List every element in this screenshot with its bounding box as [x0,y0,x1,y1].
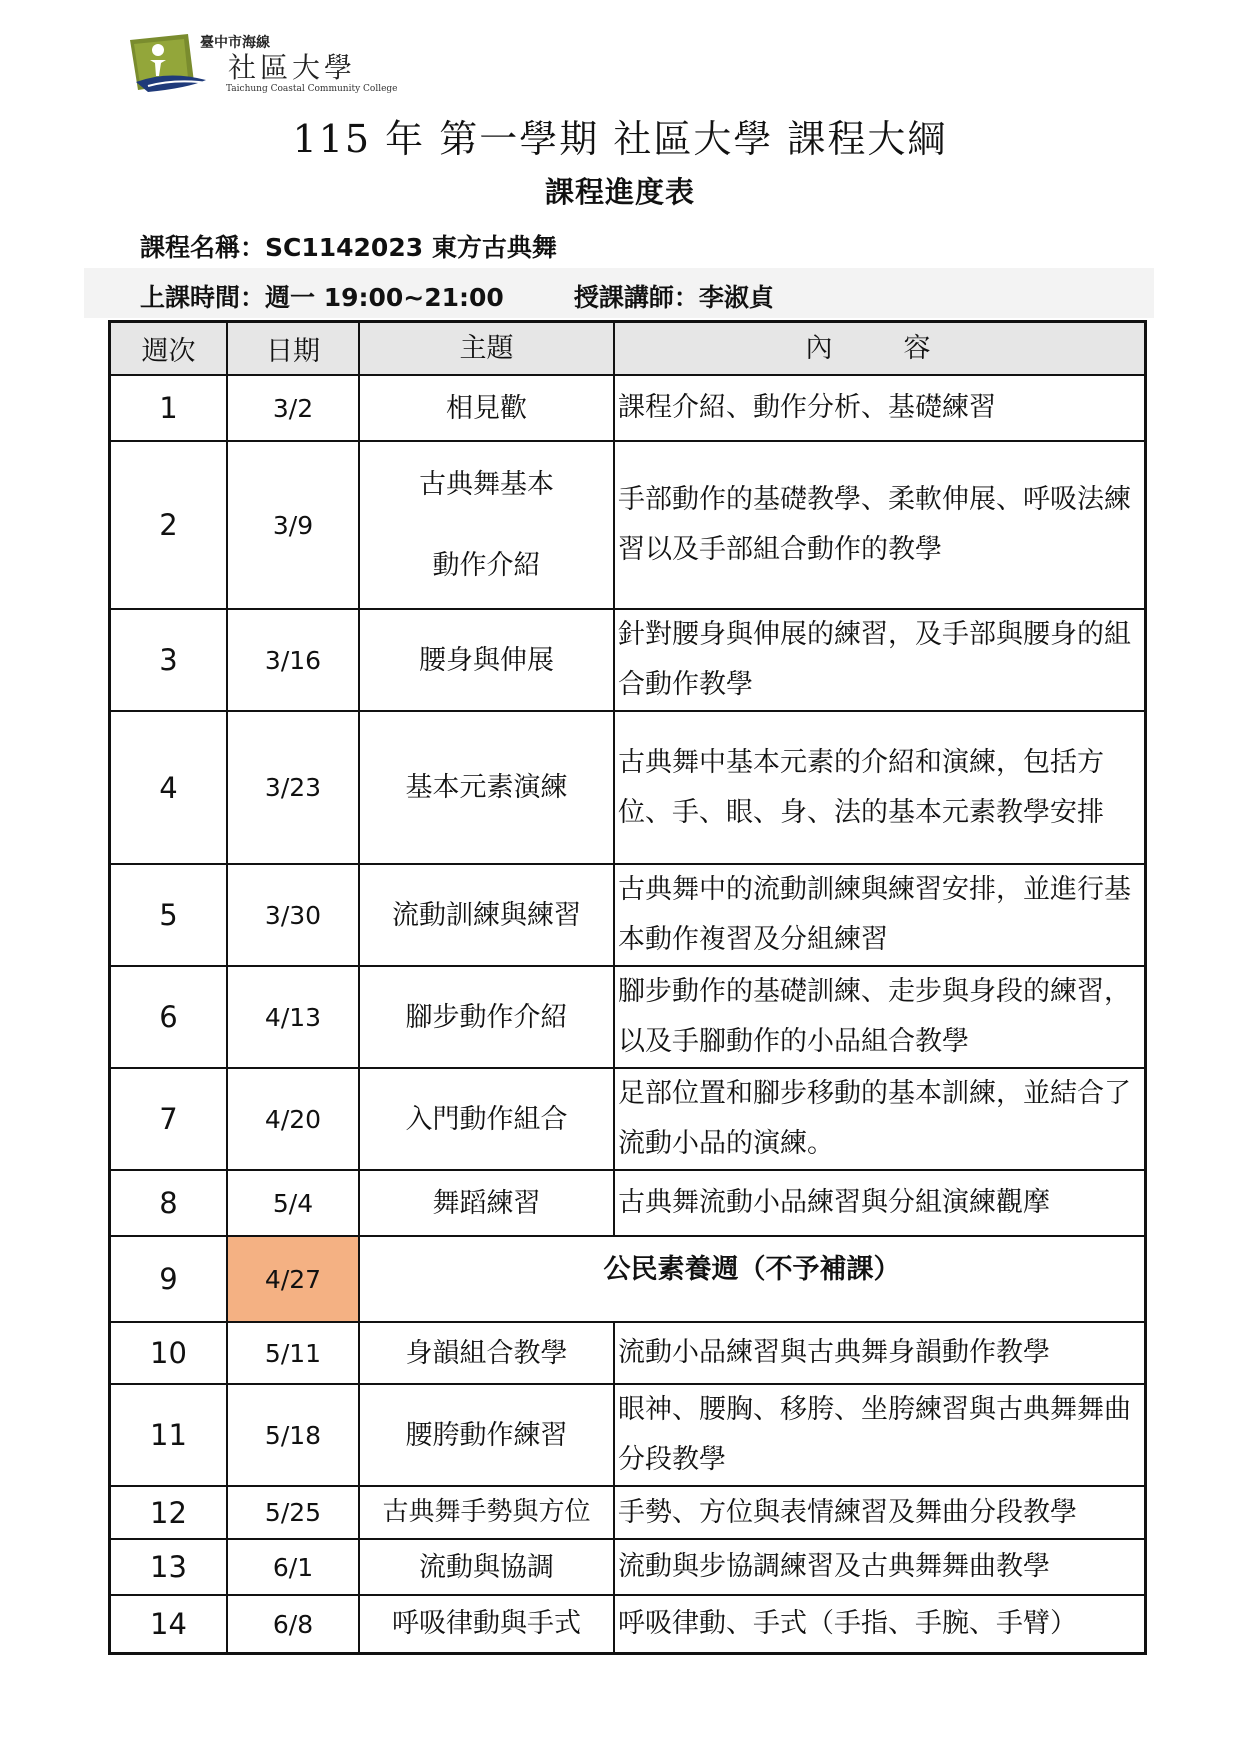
header-week: 週次 [110,322,228,376]
page-subtitle: 課程進度表 [544,175,695,209]
logo-line1: 臺中市海線 [200,35,270,51]
topic-cell: 身韻組合教學 [359,1322,614,1384]
table-row [110,1322,1146,1384]
topic-cell: 古典舞基本 動作介紹 [359,441,614,609]
content-cell: 流動與步協調練習及古典舞舞曲教學 [614,1539,1146,1595]
date-cell: 4/20 [227,1068,359,1170]
week-cell: 13 [110,1539,228,1595]
week-cell: 1 [110,375,228,441]
date-cell: 5/11 [227,1322,359,1384]
class-info-line [140,278,774,314]
week-cell: 8 [110,1170,228,1236]
college-logo [128,30,398,100]
topic-cell: 入門動作組合 [359,1068,614,1170]
topic-cell: 基本元素演練 [359,711,614,864]
week-cell: 10 [110,1322,228,1384]
content-cell: 課程介紹、動作分析、基礎練習 [614,375,1146,441]
table-row [110,1384,1146,1486]
page-title: 115 年 第一學期 社區大學 課程大綱 [292,117,948,161]
schedule-table [108,320,1147,1655]
week-cell: 7 [110,1068,228,1170]
date-cell: 3/23 [227,711,359,864]
topic-cell: 舞蹈練習 [359,1170,614,1236]
content-cell: 足部位置和腳步移動的基本訓練，並結合了流動小品的演練。 [614,1068,1146,1170]
table-row [110,966,1146,1068]
date-cell: 5/18 [227,1384,359,1486]
week-cell: 14 [110,1595,228,1653]
date-cell: 3/9 [227,441,359,609]
week-cell: 5 [110,864,228,966]
header-content: 內 容 [614,322,1146,376]
week-cell: 2 [110,441,228,609]
table-row [110,441,1146,609]
topic-cell: 流動訓練與練習 [359,864,614,966]
week-cell: 9 [110,1236,228,1322]
class-time: 上課時間：週一 19:00~21:00 [140,283,504,312]
table-row [110,1539,1146,1595]
date-cell: 6/1 [227,1539,359,1595]
table-row [110,711,1146,864]
holiday-notice: 公民素養週（不予補課） [359,1236,1146,1322]
instructor: 授課講師：李淑貞 [573,283,774,312]
content-cell: 眼神、腰胸、移胯、坐胯練習與古典舞舞曲分段教學 [614,1384,1146,1486]
header-topic: 主題 [359,322,614,376]
week-cell: 12 [110,1486,228,1539]
topic-cell: 相見歡 [359,375,614,441]
table-header-row [110,322,1146,376]
table-row [110,1068,1146,1170]
topic-cell: 腰身與伸展 [359,609,614,711]
date-cell: 5/4 [227,1170,359,1236]
date-cell: 5/25 [227,1486,359,1539]
logo-english: Taichung Coastal Community College [226,84,398,94]
topic-cell: 腳步動作介紹 [359,966,614,1068]
week-cell: 4 [110,711,228,864]
content-cell: 手部動作的基礎教學、柔軟伸展、呼吸法練習以及手部組合動作的教學 [614,441,1146,609]
date-cell: 6/8 [227,1595,359,1653]
date-cell: 3/2 [227,375,359,441]
content-cell: 腳步動作的基礎訓練、走步與身段的練習，以及手腳動作的小品組合教學 [614,966,1146,1068]
table-row-holiday [110,1236,1146,1322]
date-cell: 3/30 [227,864,359,966]
content-cell: 手勢、方位與表情練習及舞曲分段教學 [614,1486,1146,1539]
content-cell: 古典舞流動小品練習與分組演練觀摩 [614,1170,1146,1236]
header-date: 日期 [227,322,359,376]
content-cell: 流動小品練習與古典舞身韻動作教學 [614,1322,1146,1384]
logo-line2: 社區大學 [228,51,357,84]
week-cell: 11 [110,1384,228,1486]
course-name: 課程名稱：SC1142023 東方古典舞 [140,233,557,262]
topic-cell: 古典舞手勢與方位 [359,1486,614,1539]
table-row [110,375,1146,441]
date-cell: 4/13 [227,966,359,1068]
week-cell: 6 [110,966,228,1068]
topic-cell: 流動與協調 [359,1539,614,1595]
content-cell: 呼吸律動、手式（手指、手腕、手臂） [614,1595,1146,1653]
topic-cell: 呼吸律動與手式 [359,1595,614,1653]
table-row [110,864,1146,966]
date-cell: 3/16 [227,609,359,711]
week-cell: 3 [110,609,228,711]
table-row [110,609,1146,711]
content-cell: 古典舞中的流動訓練與練習安排，並進行基本動作複習及分組練習 [614,864,1146,966]
holiday-date-cell: 4/27 [227,1236,359,1322]
topic-cell: 腰胯動作練習 [359,1384,614,1486]
content-cell: 古典舞中基本元素的介紹和演練，包括方位、手、眼、身、法的基本元素教學安排 [614,711,1146,864]
table-row [110,1170,1146,1236]
content-cell: 針對腰身與伸展的練習，及手部與腰身的組合動作教學 [614,609,1146,711]
table-row [110,1486,1146,1539]
table-row [110,1595,1146,1653]
